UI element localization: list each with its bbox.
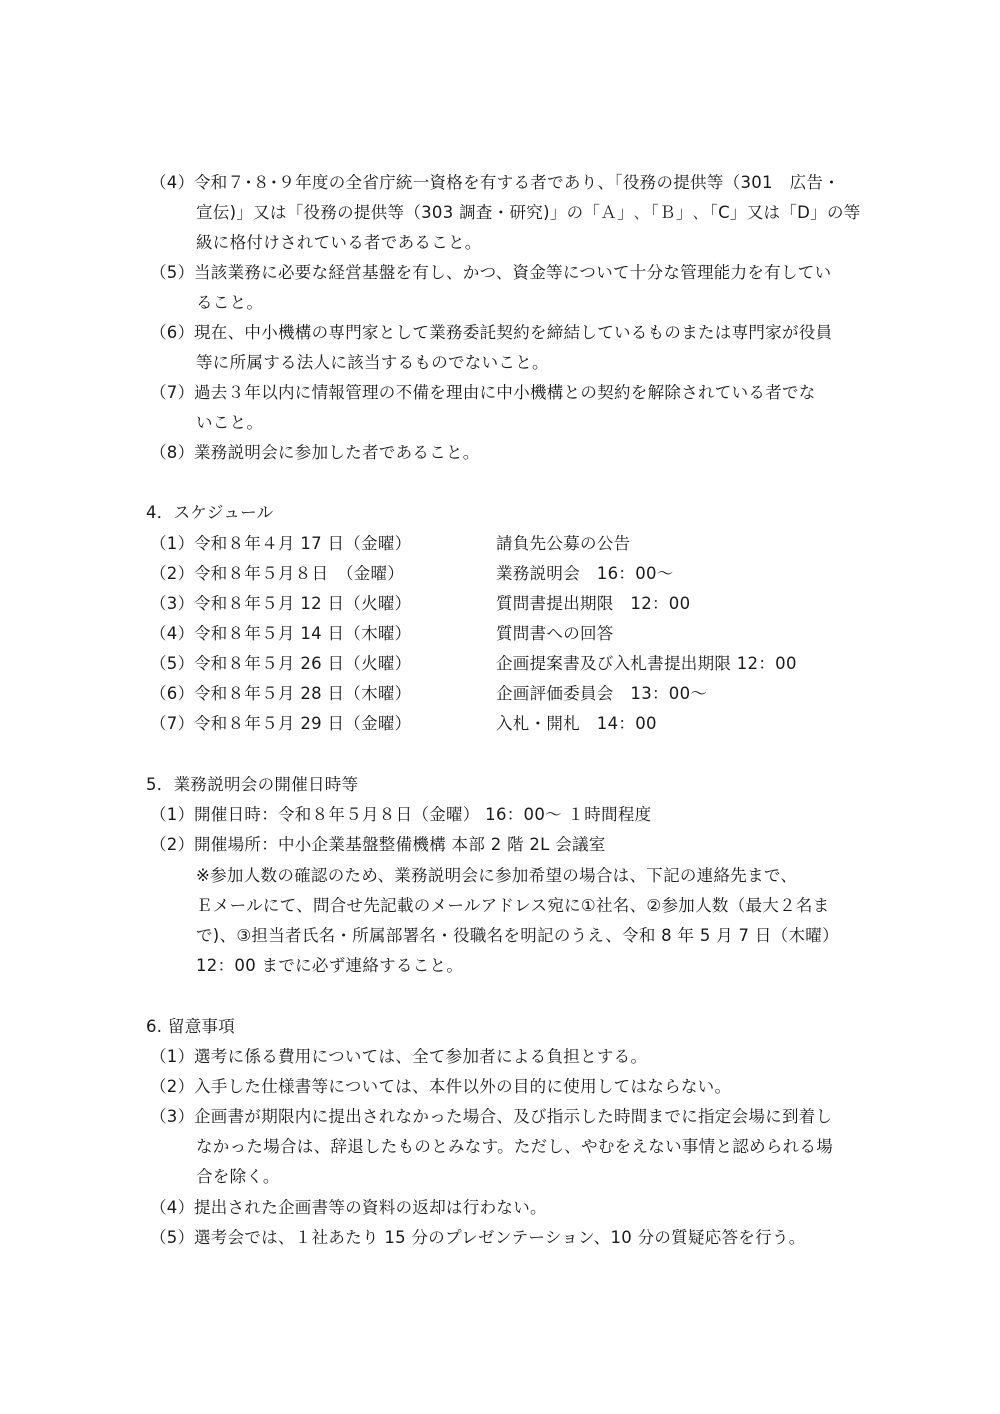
item-number: （4） bbox=[150, 1198, 195, 1217]
schedule-event: 質問書提出期限 12：00 bbox=[496, 594, 691, 613]
item-number: （1） bbox=[150, 1047, 195, 1066]
item-number: （1） bbox=[150, 534, 195, 553]
item-text: 現在、中小機構の専門家として業務委託契約を締結しているものまたは専門家が役員 bbox=[194, 323, 833, 342]
item-text: 令和７･８･９年度の全省庁統一資格を有する者であり、｢役務の提供等（301 広告・ bbox=[194, 173, 841, 192]
notice-item-4 bbox=[150, 1193, 547, 1223]
item-number: （3） bbox=[150, 594, 195, 613]
item-text: 開催場所：中小企業基盤整備機構 本部 2 階 2L 会議室 bbox=[194, 835, 606, 854]
item-number: （5） bbox=[150, 1228, 195, 1247]
item-number: （8） bbox=[150, 443, 195, 462]
item-number: （1） bbox=[150, 805, 195, 824]
item-text-continuation: 宣伝)」又は「役務の提供等（303 調査・研究)」の「Ａ」､「Ｂ」､「C」又は「D」の等 bbox=[196, 203, 861, 222]
qualification-item-4 bbox=[150, 168, 840, 198]
item-text: 業務説明会に参加した者であること。 bbox=[194, 443, 480, 462]
item-number: （3） bbox=[150, 1107, 195, 1126]
briefing-note: 12：00 までに必ず連絡すること。 bbox=[196, 956, 464, 975]
briefing-note: Ｅメールにて、問合せ先記載のメールアドレス宛に①社名、②参加人数（最大２名ま bbox=[196, 896, 830, 915]
item-number: （5） bbox=[150, 654, 195, 673]
schedule-row bbox=[150, 589, 870, 619]
schedule-date: 令和８年５月 12 日（火曜） bbox=[194, 594, 412, 613]
item-text-continuation: ること。 bbox=[196, 293, 264, 312]
qualification-item-8 bbox=[150, 438, 480, 468]
briefing-datetime bbox=[150, 800, 651, 830]
notice-item-1 bbox=[150, 1042, 647, 1072]
qualification-item-5 bbox=[150, 258, 831, 288]
item-number: （2） bbox=[150, 1077, 195, 1096]
schedule-event: 請負先公募の公告 bbox=[496, 534, 631, 553]
item-text-continuation: 合を除く。 bbox=[196, 1167, 280, 1186]
schedule-date: 令和８年５月 28 日（木曜） bbox=[194, 684, 412, 703]
briefing-venue bbox=[150, 830, 606, 860]
section-heading-schedule: 4．スケジュール bbox=[146, 503, 274, 522]
item-number: （6） bbox=[150, 323, 195, 342]
schedule-date: 令和８年５月８日 （金曜） bbox=[194, 564, 405, 583]
briefing-note: で)、③担当者氏名・所属部署名・役職名を明記のうえ、令和 8 年 5 月 7 日（木曜） bbox=[196, 926, 839, 945]
schedule-row bbox=[150, 679, 870, 709]
section-heading-briefing: 5．業務説明会の開催日時等 bbox=[146, 775, 359, 794]
schedule-row bbox=[150, 559, 870, 589]
item-text: 過去３年以内に情報管理の不備を理由に中小機構との契約を解除されている者でな bbox=[194, 383, 816, 402]
item-text: 開催日時：令和８年５月８日（金曜） 16：00～ １時間程度 bbox=[194, 805, 652, 824]
schedule-row bbox=[150, 529, 870, 559]
notice-item-5 bbox=[150, 1223, 806, 1253]
item-number: （4） bbox=[150, 173, 195, 192]
schedule-row bbox=[150, 619, 870, 649]
section-heading-notes: 6. 留意事項 bbox=[146, 1017, 236, 1036]
item-text-continuation: 級に格付けされている者であること。 bbox=[196, 233, 482, 252]
schedule-date: 令和８年５月 29 日（金曜） bbox=[194, 714, 412, 733]
item-text-continuation: 等に所属する法人に該当するものでないこと。 bbox=[196, 353, 549, 372]
schedule-date: 令和８年４月 17 日（金曜） bbox=[194, 534, 412, 553]
item-number: （7） bbox=[150, 383, 195, 402]
schedule-row bbox=[150, 649, 870, 679]
schedule-date: 令和８年５月 14 日（木曜） bbox=[194, 624, 412, 643]
item-text-continuation: いこと。 bbox=[196, 413, 264, 432]
item-text: 選考に係る費用については、全て参加者による負担とする。 bbox=[194, 1047, 648, 1066]
item-text: 企画書が期限内に提出されなかった場合、及び指示した時間までに指定会場に到着し bbox=[194, 1107, 833, 1126]
schedule-event: 企画提案書及び入札書提出期限 12：00 bbox=[496, 654, 797, 673]
qualification-item-6 bbox=[150, 318, 832, 348]
schedule-date: 令和８年５月 26 日（火曜） bbox=[194, 654, 412, 673]
schedule-row bbox=[150, 709, 870, 739]
item-number: （5） bbox=[150, 263, 195, 282]
item-text: 提出された企画書等の資料の返却は行わない。 bbox=[194, 1198, 547, 1217]
schedule-event: 企画評価委員会 13：00～ bbox=[496, 684, 708, 703]
item-number: （6） bbox=[150, 684, 195, 703]
schedule-event: 入札・開札 14：00 bbox=[496, 714, 657, 733]
item-number: （2） bbox=[150, 835, 195, 854]
item-number: （4） bbox=[150, 624, 195, 643]
item-text-continuation: なかった場合は、辞退したものとみなす。ただし、やむをえない事情と認められる場 bbox=[196, 1137, 834, 1156]
item-text: 入手した仕様書等については、本件以外の目的に使用してはならない。 bbox=[194, 1077, 732, 1096]
item-text: 選考会では、１社あたり 15 分のプレゼンテーション、10 分の質疑応答を行う。 bbox=[194, 1228, 806, 1247]
notice-item-3 bbox=[150, 1102, 832, 1132]
schedule-event: 質問書への回答 bbox=[496, 624, 614, 643]
item-number: （7） bbox=[150, 714, 195, 733]
qualification-item-7 bbox=[150, 378, 816, 408]
notice-item-2 bbox=[150, 1072, 731, 1102]
item-number: （2） bbox=[150, 564, 195, 583]
schedule-event: 業務説明会 16：00～ bbox=[496, 564, 674, 583]
item-text: 当該業務に必要な経営基盤を有し、かつ、資金等について十分な管理能力を有してい bbox=[194, 263, 832, 282]
briefing-note: ※参加人数の確認のため、業務説明会に参加希望の場合は、下記の連絡先まで、 bbox=[196, 866, 798, 885]
